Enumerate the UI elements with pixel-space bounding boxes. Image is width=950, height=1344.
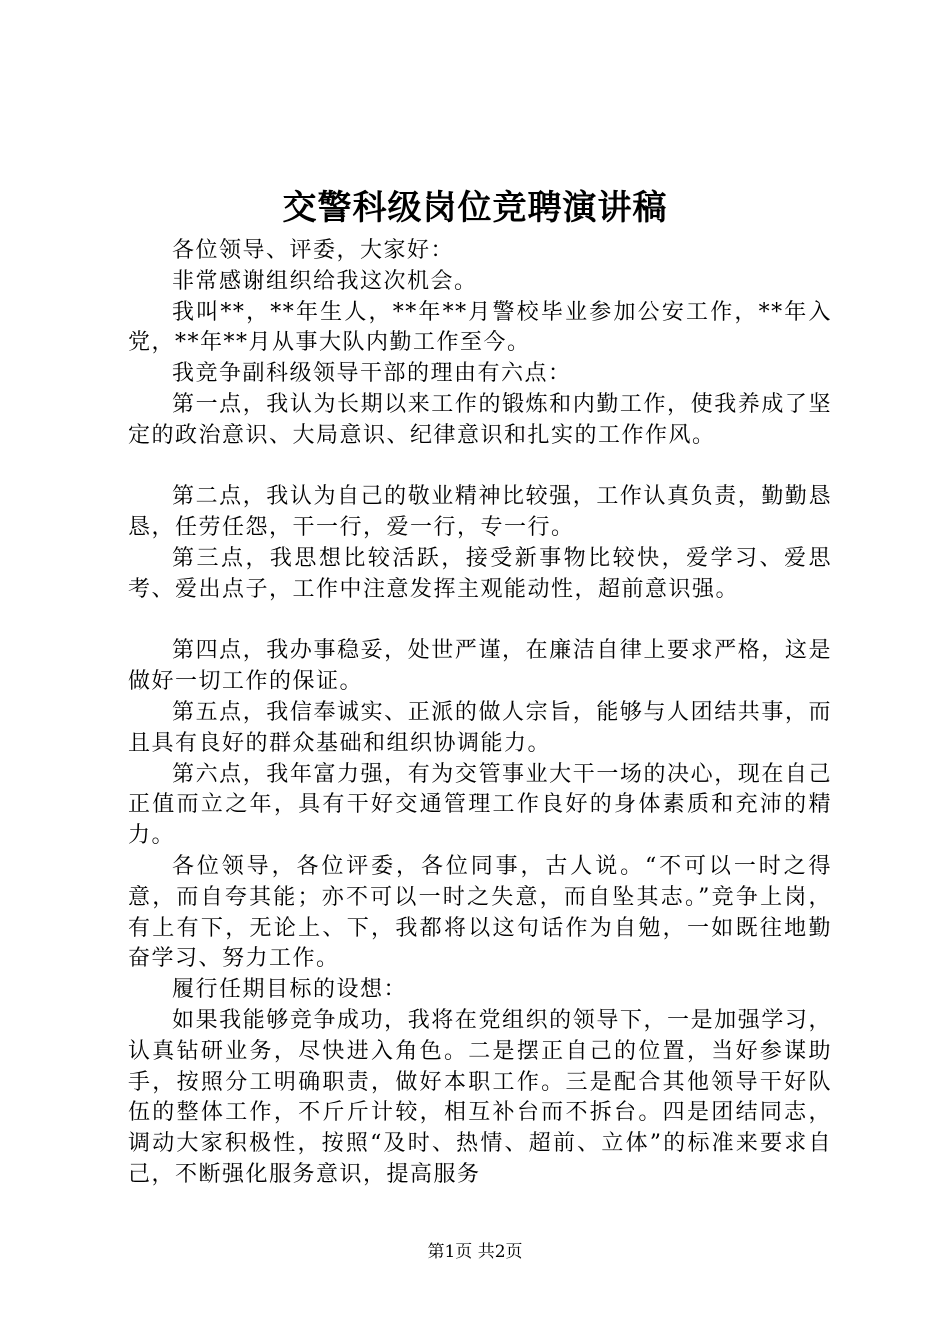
paragraph-goals-intro: 履行任期目标的设想： bbox=[172, 977, 408, 1003]
paragraph-reason-1: 第一点，我认为长期以来工作的锻炼和内勤工作，使我养成了坚定的政治意识、大局意识、纪律意识和扎实的工作作风。 bbox=[128, 391, 832, 448]
paragraph-reason-2: 第二点，我认为自己的敬业精神比较强，工作认真负责，勤勤恳恳，任劳任怨，干一行，爱一行，专一行。 bbox=[128, 484, 832, 541]
paragraph-reason-4: 第四点，我办事稳妥，处世严谨，在廉洁自律上要求严格，这是做好一切工作的保证。 bbox=[128, 638, 832, 695]
paragraph-thanks: 非常感谢组织给我这次机会。 bbox=[172, 268, 478, 294]
paragraph-reason-3: 第三点，我思想比较活跃，接受新事物比较快，爱学习、爱思考、爱出点子，工作中注意发挥主观能动性，超前意识强。 bbox=[128, 545, 832, 602]
paragraph-self-intro: 我叫**，**年生人，**年**月警校毕业参加公安工作，**年入党，**年**月从事大队内勤工作至今。 bbox=[128, 299, 832, 356]
page-footer: 第1页 共2页 bbox=[427, 1242, 523, 1262]
paragraph-greeting: 各位领导、评委，大家好： bbox=[172, 238, 455, 263]
paragraph-reason-6: 第六点，我年富力强，有为交管事业大干一场的决心，现在自己正值而立之年，具有干好交通管理工作良好的身体素质和充沛的精力。 bbox=[128, 761, 832, 849]
paragraph-reasons-intro: 我竞争副科级领导干部的理由有六点： bbox=[172, 361, 572, 387]
document-body bbox=[128, 236, 832, 1191]
document-title: 交警科级岗位竞聘演讲稿 bbox=[282, 188, 668, 228]
paragraph-goals: 如果我能够竞争成功，我将在党组织的领导下，一是加强学习，认真钻研业务，尽快进入角色。二是摆正自己的位置，当好参谋助手，按照分工明确职责，做好本职工作。三是配合其他领导干好队伍的整体工作，不斤斤计较，相互补台而不拆台。四是团结同志，调动大家积极性，按照“及时、热情、超前、立体”的标准来要求自己，不断强化服务意识，提高服务 bbox=[128, 1007, 832, 1187]
paragraph-quote: 各位领导，各位评委，各位同事，古人说。“不可以一时之得意，而自夸其能；亦不可以一时之失意，而自坠其志。”竞争上岗，有上有下，无论上、下，我都将以这句话作为自勉，一如既往地勤奋学习、努力工作。 bbox=[128, 853, 832, 972]
paragraph-reason-5: 第五点，我信奉诚实、正派的做人宗旨，能够与人团结共事，而且具有良好的群众基础和组织协调能力。 bbox=[128, 699, 832, 756]
